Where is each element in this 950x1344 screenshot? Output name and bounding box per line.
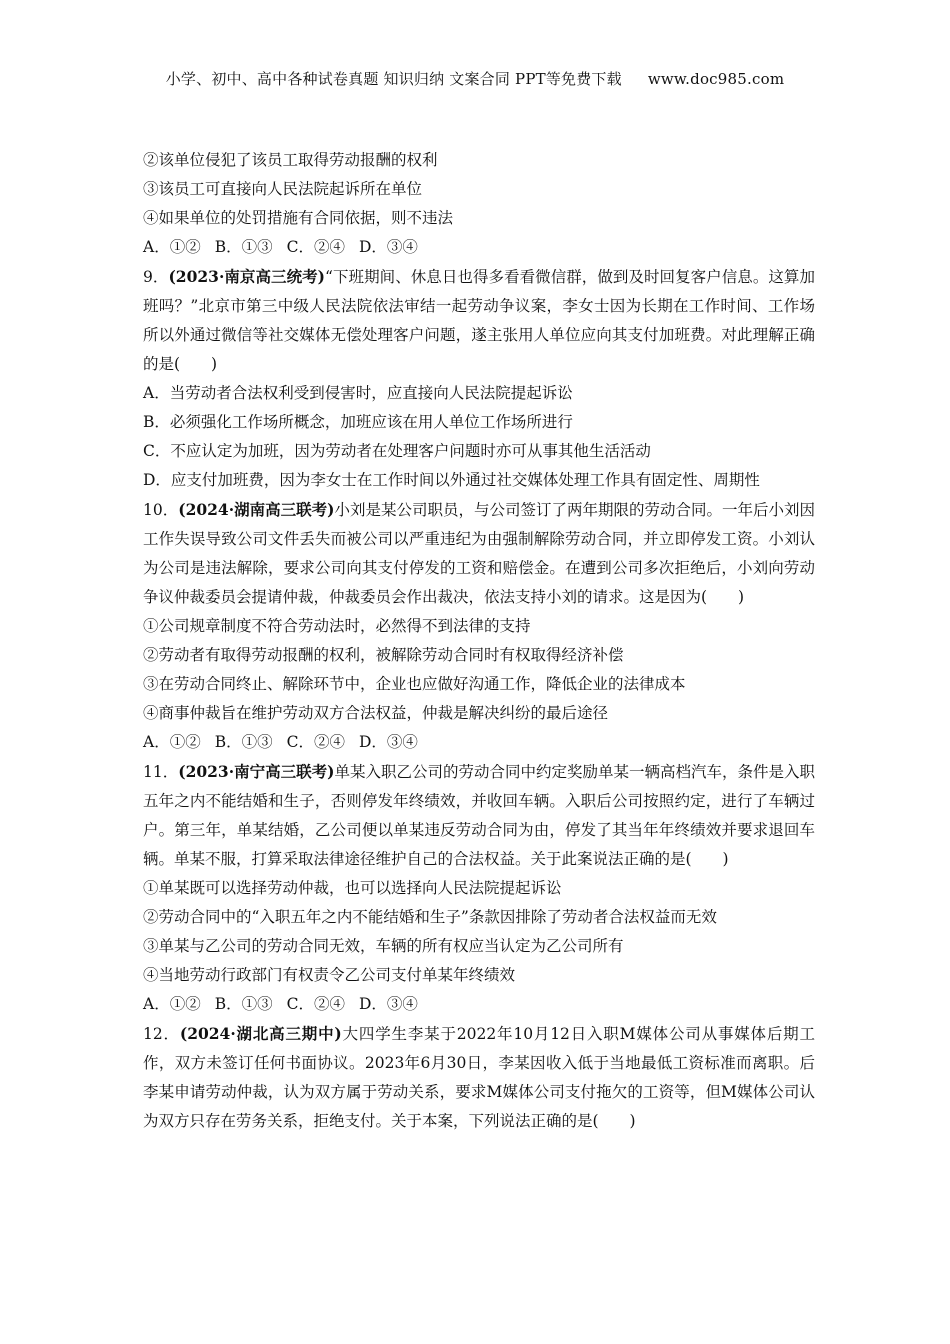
question-text: 单某入职乙公司的劳动合同中约定奖励单某一辆高档汽车，条件是入职五年之内不能结婚和生子，否则停发年终绩效，并收回车辆。入职后公司按照约定，进行了车辆过户。第三年，单某结婚，乙公司便以单某违反劳动合同为由，停发了其当年年终绩效并要求退回车辆。单某不服，打算采取法律途径维护自己的合法权益。关于此案说法正确的是( ) <box>143 763 815 868</box>
question-stem <box>143 495 815 612</box>
document-body <box>143 146 815 1136</box>
answer-options <box>143 990 815 1019</box>
statement-item: ③单某与乙公司的劳动合同无效，车辆的所有权应当认定为乙公司所有 <box>143 937 624 955</box>
question-8-tail <box>143 146 815 262</box>
choice-option-c: C．不应认定为加班，因为劳动者在处理客户问题时亦可从事其他生活活动 <box>143 442 651 460</box>
question-9 <box>143 262 815 495</box>
answer-option-d: D．③④ <box>358 733 418 751</box>
page-header <box>0 68 950 89</box>
statement-item: ②劳动合同中的“入职五年之内不能结婚和生子”条款因排除了劳动者合法权益而无效 <box>143 908 717 926</box>
answer-option-c: C．②④ <box>286 995 345 1013</box>
answer-option-a: A．①② <box>143 238 201 256</box>
question-10 <box>143 495 815 757</box>
header-title: 小学、初中、高中各种试卷真题 知识归纳 文案合同 PPT等免费下载 <box>165 70 622 88</box>
header-site: www.doc985.com <box>647 70 785 88</box>
question-source: (2024·湖南高三联考) <box>178 500 335 519</box>
answer-option-a: A．①② <box>143 995 201 1013</box>
question-number: 11． <box>143 763 179 781</box>
statement-item: ④当地劳动行政部门有权责令乙公司支付单某年终绩效 <box>143 966 516 984</box>
answer-options <box>143 728 815 757</box>
statement-item: ①公司规章制度不符合劳动法时，必然得不到法律的支持 <box>143 617 531 635</box>
choice-option-d: D．应支付加班费，因为李女士在工作时间以外通过社交媒体处理工作具有固定性、周期性 <box>143 471 760 489</box>
statement-item: ②该单位侵犯了该员工取得劳动报酬的权利 <box>143 151 438 169</box>
question-12 <box>143 1019 815 1136</box>
choice-option-b: B．必须强化工作场所概念，加班应该在用人单位工作场所进行 <box>143 413 573 431</box>
answer-option-d: D．③④ <box>358 995 418 1013</box>
answer-option-c: C．②④ <box>286 733 345 751</box>
statement-item: ③在劳动合同终止、解除环节中，企业也应做好沟通工作，降低企业的法律成本 <box>143 675 686 693</box>
question-text: 大四学生李某于2022年10月12日入职M媒体公司从事媒体后期工作，双方未签订任何书面协议。2023年6月30日，李某因收入低于当地最低工资标准而离职。后李某申请劳动仲裁，认为双方属于劳动关系，要求M媒体公司支付拖欠的工资等，但M媒体公司认为双方只存在劳务关系，拒绝支付。关于本案，下列说法正确的是( ) <box>143 1025 815 1130</box>
answer-options <box>143 233 815 262</box>
answer-option-b: B．①③ <box>214 733 273 751</box>
choice-option-a: A．当劳动者合法权利受到侵害时，应直接向人民法院提起诉讼 <box>143 384 573 402</box>
question-text: 小刘是某公司职员，与公司签订了两年期限的劳动合同。一年后小刘因工作失误导致公司文件丢失而被公司以严重违纪为由强制解除劳动合同，并立即停发工资。小刘认为公司是违法解除，要求公司向其支付停发的工资和赔偿金。在遭到公司多次拒绝后，小刘向劳动争议仲裁委员会提请仲裁，仲裁委员会作出裁决，依法支持小刘的请求。这是因为( ) <box>143 501 815 606</box>
answer-option-c: C．②④ <box>286 238 345 256</box>
question-stem <box>143 262 815 379</box>
question-number: 12． <box>143 1025 180 1043</box>
answer-option-b: B．①③ <box>214 995 273 1013</box>
question-text: “下班期间、休息日也得多看看微信群，做到及时回复客户信息。这算加班吗？”北京市第三中级人民法院依法审结一起劳动争议案，李女士因为长期在工作时间、工作场所以外通过微信等社交媒体无偿处理客户问题，遂主张用人单位应向其支付加班费。对此理解正确的是( ) <box>143 268 815 373</box>
statement-item: ①单某既可以选择劳动仲裁，也可以选择向人民法院提起诉讼 <box>143 879 562 897</box>
question-source: (2023·南京高三统考) <box>168 267 326 286</box>
statement-item: ④商事仲裁旨在维护劳动双方合法权益，仲裁是解决纠纷的最后途径 <box>143 704 609 722</box>
statement-item: ③该员工可直接向人民法院起诉所在单位 <box>143 180 423 198</box>
question-stem <box>143 757 815 874</box>
question-source: (2023·南宁高三联考) <box>178 762 335 781</box>
answer-option-a: A．①② <box>143 733 201 751</box>
question-number: 9． <box>143 268 169 286</box>
answer-option-b: B．①③ <box>214 238 273 256</box>
question-number: 10． <box>143 501 179 519</box>
question-11 <box>143 757 815 1019</box>
statement-item: ④如果单位的处罚措施有合同依据，则不违法 <box>143 209 454 227</box>
answer-option-d: D．③④ <box>358 238 418 256</box>
statement-item: ②劳动者有取得劳动报酬的权利，被解除劳动合同时有权取得经济补偿 <box>143 646 624 664</box>
question-stem <box>143 1019 815 1136</box>
question-source: (2024·湖北高三期中) <box>179 1024 342 1043</box>
